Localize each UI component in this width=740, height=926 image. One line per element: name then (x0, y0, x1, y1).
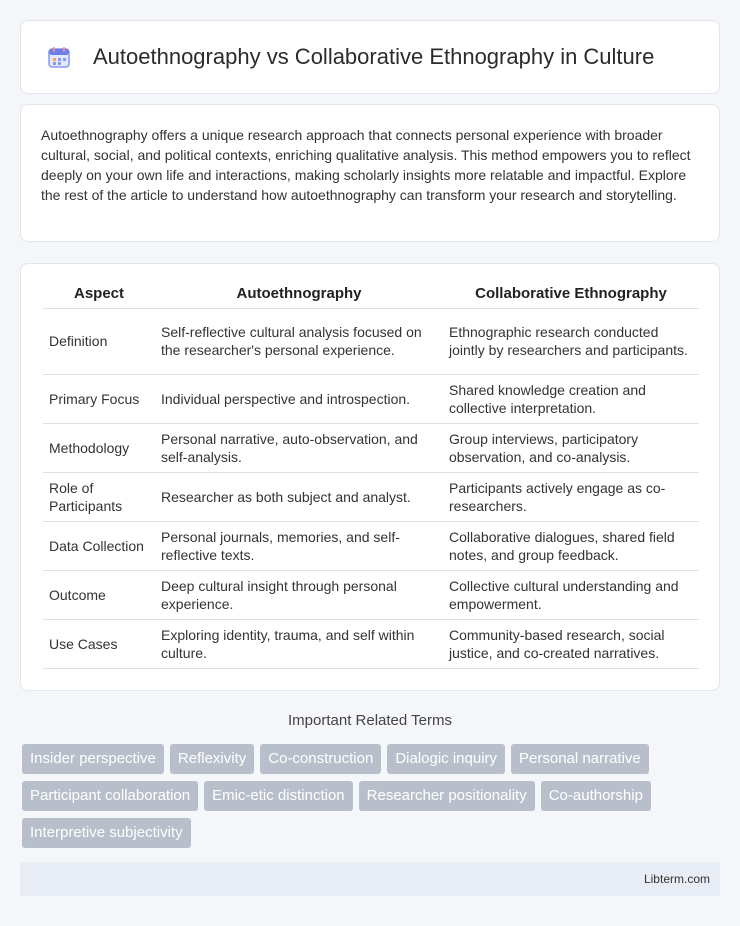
header-collaborative: Collaborative Ethnography (443, 282, 699, 308)
table-row (43, 619, 699, 668)
table-row (43, 308, 699, 374)
table-row (43, 521, 699, 570)
cell-aspect: Data Collection (43, 521, 155, 570)
cell-collaborative: Ethnographic research conducted jointly by researchers and participants. (443, 308, 699, 374)
header-autoethnography: Autoethnography (155, 282, 443, 308)
cell-aspect: Role of Participants (43, 472, 155, 521)
footer (20, 862, 720, 896)
cell-autoethnography: Exploring identity, trauma, and self within culture. (155, 619, 443, 668)
table-row (43, 570, 699, 619)
table-row (43, 423, 699, 472)
cell-autoethnography: Personal narrative, auto-observation, and self-analysis. (155, 423, 443, 472)
related-term-tag[interactable]: Personal narrative (511, 744, 649, 774)
table-header-row (43, 282, 699, 308)
related-term-tag[interactable]: Participant collaboration (22, 781, 198, 811)
cell-autoethnography: Self-reflective cultural analysis focused on the researcher's personal experience. (155, 308, 443, 374)
related-terms-title: Important Related Terms (288, 712, 452, 729)
header-card (20, 20, 720, 94)
footer-site-link[interactable]: Libterm.com (643, 872, 710, 886)
cell-autoethnography: Researcher as both subject and analyst. (155, 472, 443, 521)
header-aspect: Aspect (43, 282, 155, 308)
table-row (43, 374, 699, 423)
cell-collaborative: Group interviews, participatory observation, and co-analysis. (443, 423, 699, 472)
cell-collaborative: Shared knowledge creation and collective interpretation. (443, 374, 699, 423)
table-row (43, 472, 699, 521)
related-term-tag[interactable]: Researcher positionality (359, 781, 535, 811)
cell-collaborative: Collective cultural understanding and empowerment. (443, 570, 699, 619)
cell-aspect: Outcome (43, 570, 155, 619)
cell-collaborative: Community-based research, social justice, and co-created narratives. (443, 619, 699, 668)
cell-autoethnography: Deep cultural insight through personal experience. (155, 570, 443, 619)
cell-collaborative: Participants actively engage as co-researchers. (443, 472, 699, 521)
cell-autoethnography: Individual perspective and introspection. (155, 374, 443, 423)
related-term-tag[interactable]: Emic-etic distinction (204, 781, 353, 811)
cell-aspect: Use Cases (43, 619, 155, 668)
related-term-tag[interactable]: Dialogic inquiry (387, 744, 505, 774)
cell-aspect: Primary Focus (43, 374, 155, 423)
page-title: Autoethnography vs Collaborative Ethnography in Culture (93, 44, 655, 69)
related-term-tag[interactable]: Reflexivity (170, 744, 254, 774)
intro-text: Autoethnography offers a unique research approach that connects personal experience with broader cultural, social, and political contexts, enriching qualitative analysis. This method empowers you to reflect deeply on your own life and interactions, making scholarly insights more relatable and impactful. Explore the rest of the article to understand how autoethnography can transform your research and storytelling. (41, 127, 691, 203)
related-term-tag[interactable]: Co-authorship (541, 781, 651, 811)
related-term-tag[interactable]: Co-construction (260, 744, 381, 774)
comparison-table (43, 282, 699, 669)
related-terms-list (22, 744, 712, 855)
related-term-tag[interactable]: Interpretive subjectivity (22, 818, 191, 848)
intro-card (20, 104, 720, 242)
related-term-tag[interactable]: Insider perspective (22, 744, 164, 774)
cell-autoethnography: Personal journals, memories, and self-reflective texts. (155, 521, 443, 570)
cell-collaborative: Collaborative dialogues, shared field notes, and group feedback. (443, 521, 699, 570)
cell-aspect: Methodology (43, 423, 155, 472)
cell-aspect: Definition (43, 308, 155, 374)
comparison-card (20, 263, 720, 691)
calendar-icon (47, 45, 71, 69)
